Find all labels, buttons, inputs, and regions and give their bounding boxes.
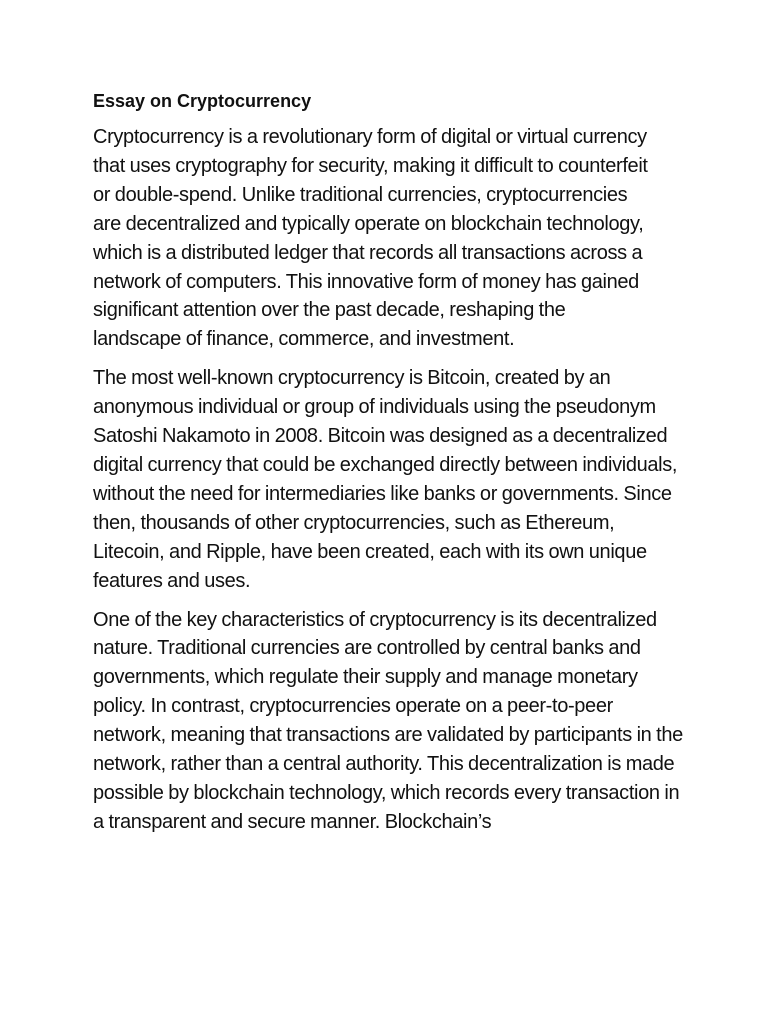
essay-paragraph-3: One of the key characteristics of cryptocurrency is its decentralized nature. Traditional currencies are controlled by central banks and governments, which regulate their supply and manage monetary policy. In contrast, cryptocurrencies operate on a peer-to-peer network, meaning that transactions are validated by participants in the network, rather than a central authority. This decentralization is made possible by blockchain technology, which records every transaction in a transparent and secure manner. Blockchain’s (93, 608, 683, 833)
essay-content (93, 89, 683, 847)
essay-paragraph-1: Cryptocurrency is a revolutionary form of digital or virtual currency that uses cryptography for security, making it difficult to counterfeit or double-spend. Unlike traditional currencies, cryptocurrencies are decentralized and typically operate on blockchain technology, which is a distributed ledger that records all transactions across a network of computers. This innovative form of money has gained significant attention over the past decade, reshaping the landscape of finance, commerce, and investment. (93, 126, 648, 351)
essay-paragraph-2: The most well-known cryptocurrency is Bitcoin, created by an anonymous individual or group of individuals using the pseudonym Satoshi Nakamoto in 2008. Bitcoin was designed as a decentralized digital currency that could be exchanged directly between individuals, without the need for intermediaries like banks or governments. Since then, thousands of other cryptocurrencies, such as Ethereum, Litecoin, and Ripple, have been created, each with its own unique features and uses. (93, 367, 678, 592)
essay-title: Essay on Cryptocurrency (93, 91, 312, 111)
